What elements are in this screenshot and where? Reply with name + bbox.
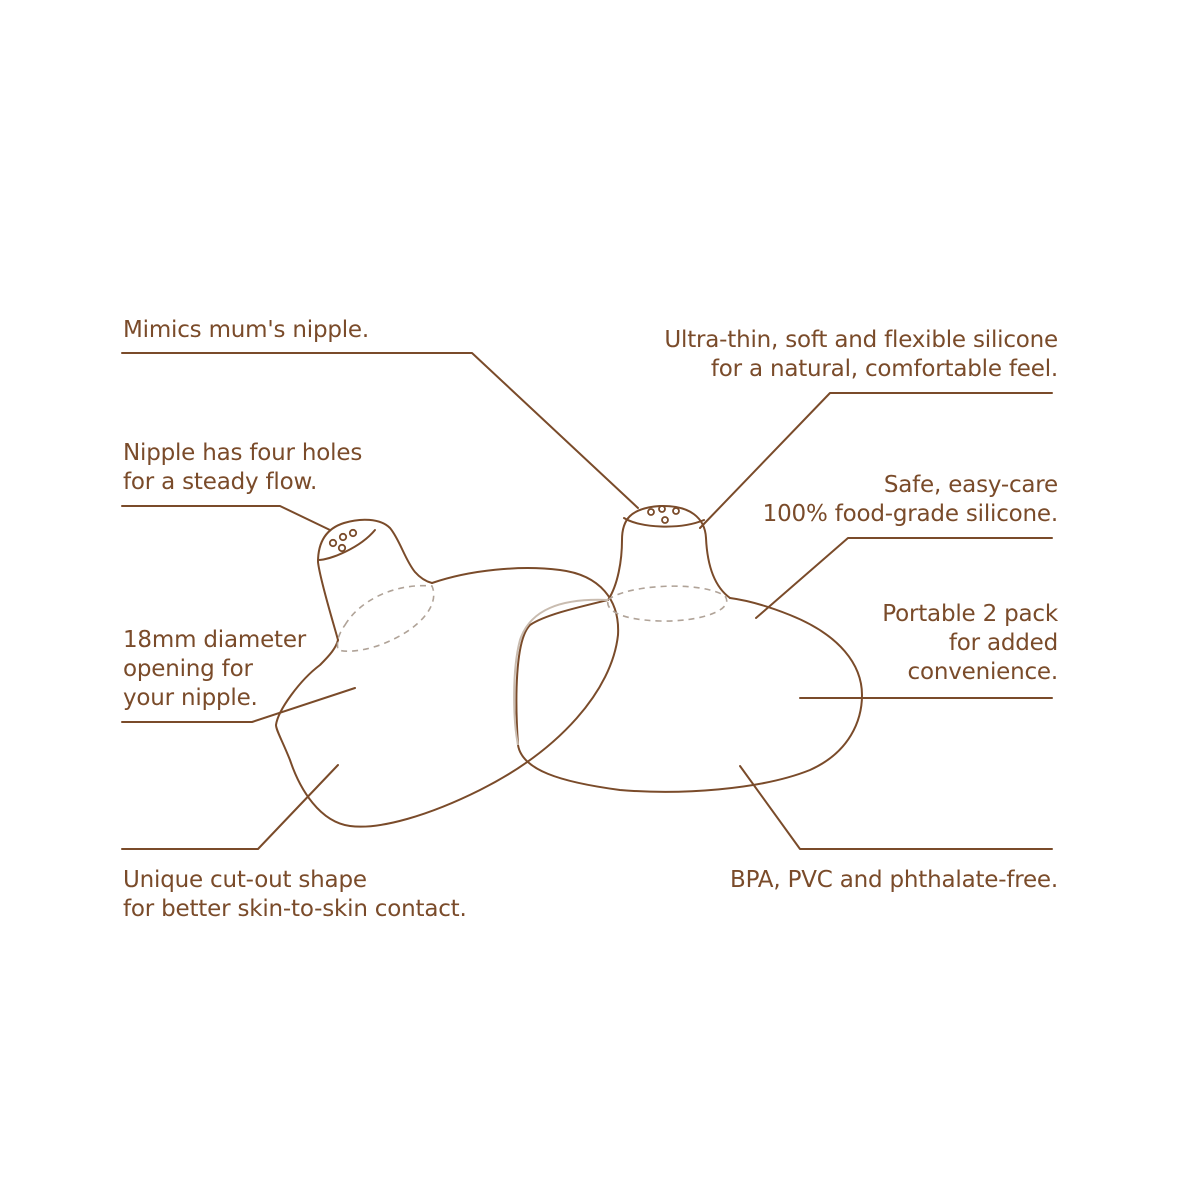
right-shield-outline <box>516 598 862 792</box>
callout-cutout: Unique cut-out shape for better skin-to-skin contact. <box>123 867 467 922</box>
left-nipple-outline <box>318 520 432 640</box>
right-opening-dashed <box>608 586 727 621</box>
leader-cutout <box>122 765 338 849</box>
right-nipple-holes <box>648 506 679 523</box>
callout-portable: Portable 2 pack for added convenience. <box>882 601 1058 685</box>
callout-diameter: 18mm diameter opening for your nipple. <box>123 627 307 711</box>
callout-mimics: Mimics mum's nipple. <box>123 317 369 343</box>
leader-four-holes <box>122 506 330 530</box>
left-opening-dashed <box>337 586 433 651</box>
right-shield-hidden-edge <box>514 600 608 745</box>
callout-four-holes: Nipple has four holes for a steady flow. <box>123 440 363 495</box>
callout-ultra-thin: Ultra-thin, soft and flexible silicone for a natural, comfortable feel. <box>664 327 1058 382</box>
callout-safe: Safe, easy-care 100% food-grade silicone. <box>762 472 1058 527</box>
callout-bpa: BPA, PVC and phthalate-free. <box>730 867 1058 893</box>
